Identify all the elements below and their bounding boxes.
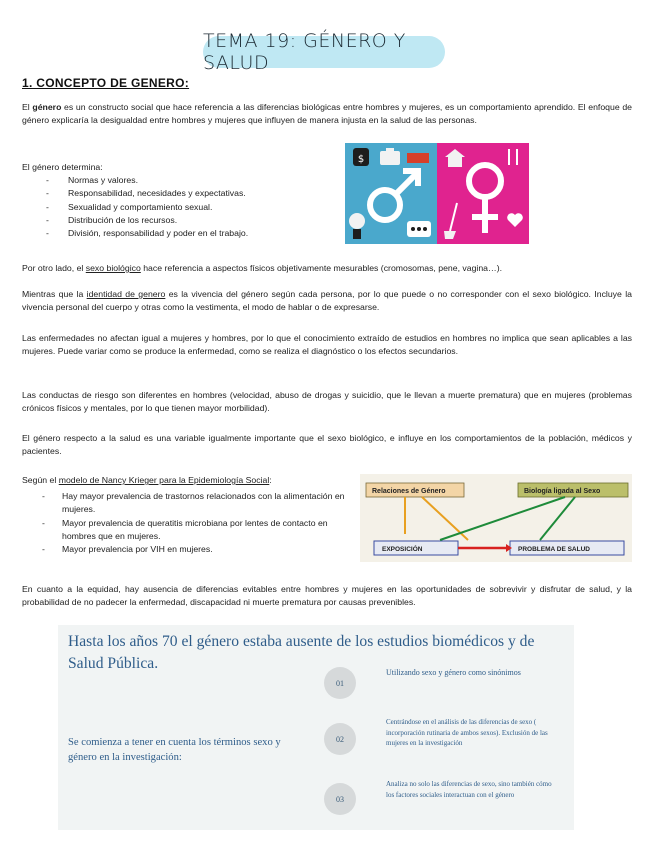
- identidad-paragraph: Mientras que la identidad de genero es la vivencia del género según cada persona, por lo que puede o no corresponder con el sexo biológico. Incluye la vivencia personal del cuerpo y otras como la vestimenta, el modo de hablar o de expresarse.: [22, 289, 632, 312]
- biologia-label: Biología ligada al Sexo: [524, 488, 601, 495]
- sexo-biologico-term: sexo biológico: [85, 263, 141, 273]
- step-text: Utilizando sexo y género como sinónimos: [386, 668, 521, 677]
- krieger-diagram: [360, 474, 632, 562]
- krieger-list: [38, 490, 352, 556]
- enfermedades-paragraph: Las enfermedades no afectan igual a mujeres y hombres, por lo que el conocimiento extraído de estudios en hombres no implica que sean aplicables a las mujeres. Puede variar como se produce la enfermedad, como se realiza el diagnóstico o los efectos secundarios.: [22, 333, 632, 356]
- list-item: - Sexualidad y comportamiento sexual.: [40, 201, 340, 214]
- slide-title: Hasta los años 70 el género estaba ausente de los estudios biomédicos y de Salud Pública.: [68, 633, 535, 672]
- krieger-model-term: modelo de Nancy Krieger para la Epidemiología Social: [58, 475, 270, 485]
- list-item: - Hay mayor prevalencia de trastornos relacionados con la alimentación en mujeres.: [38, 490, 352, 517]
- determines-label: El género determina:: [22, 162, 103, 172]
- svg-text:$: $: [357, 154, 365, 165]
- list-item: - Mayor prevalencia por VIH en mujeres.: [38, 543, 352, 556]
- step-number: 01: [324, 667, 356, 699]
- intro-paragraph: El género es un constructo social que hace referencia a las diferencias biológicas entre hombres y mujeres, es un comportamiento aprendido. El enfoque de género explicaría la desigualdad entre hombres y mujeres que influyen de manera injusta en la salud de las personas.: [22, 102, 633, 125]
- list-item: - División, responsabilidad y poder en el trabajo.: [40, 227, 340, 240]
- page-title: TEMA 19: GÉNERO Y SALUD: [203, 30, 406, 74]
- list-item: - Mayor prevalencia de queratitis microbiana por lentes de contacto en hombres que en mujeres.: [38, 517, 352, 544]
- identidad-genero-term: identidad de genero: [86, 289, 166, 299]
- exposicion-label: EXPOSICIÓN: [382, 546, 423, 553]
- relaciones-label: Relaciones de Género: [372, 488, 446, 495]
- step-number: 03: [324, 783, 356, 815]
- equidad-paragraph: En cuanto a la equidad, hay ausencia de diferencias evitables entre hombres y mujeres en las oportunidades de sobrevivir y disfrutar de salud, y la probabilidad de no padecer la enfermedad, discapacidad ni muerte prematura por causas prevenibles.: [22, 584, 632, 607]
- list-item: - Distribución de los recursos.: [40, 214, 340, 227]
- step-text: Analiza no solo las diferencias de sexo, sino también cómo los factores sociales interactuan con el género: [386, 780, 552, 799]
- intro-bold-term: género: [32, 102, 62, 112]
- toolbox-icon: [407, 153, 429, 163]
- determines-list: [40, 174, 340, 240]
- sexo-paragraph: Por otro lado, el sexo biológico hace referencia a aspectos físicos objetivamente mesurables (cromosomas, pene, vagina…).: [22, 263, 503, 273]
- conductas-paragraph: Las conductas de riesgo son diferentes en hombres (velocidad, abuso de drogas y suicidio, que le llevan a muerte prematura) que en mujeres (problemas crónicos físicos y mentales, por lo que tienen mayor morbilidad).: [22, 390, 632, 413]
- money-bag-icon: [353, 148, 369, 166]
- step-number: 02: [324, 723, 356, 755]
- slide-left-text: Se comienza a tener en cuenta los términos sexo y género en la investigación:: [68, 737, 281, 763]
- section-heading: 1. CONCEPTO DE GENERO:: [22, 76, 190, 90]
- problema-label: PROBLEMA DE SALUD: [518, 546, 590, 553]
- variable-paragraph: El género respecto a la salud es una variable igualmente importante que el sexo biológico, e influye en los comportamientos de la población, médicos y pacientes.: [22, 433, 632, 456]
- title-banner: [203, 30, 445, 74]
- list-item: - Responsabilidad, necesidades y expectativas.: [40, 187, 340, 200]
- krieger-intro: Según el modelo de Nancy Krieger para la Epidemiología Social:: [22, 475, 272, 485]
- gender-symbols-image: [345, 143, 529, 244]
- list-item: - Normas y valores.: [40, 174, 340, 187]
- chat-icon: [407, 221, 431, 237]
- summary-slide: [58, 625, 574, 830]
- step-text: Centrándose en el análisis de las diferencias de sexo ( incorporación rutinaria de ambos sexos). Exclusión de las mujeres en la investigación: [386, 718, 548, 747]
